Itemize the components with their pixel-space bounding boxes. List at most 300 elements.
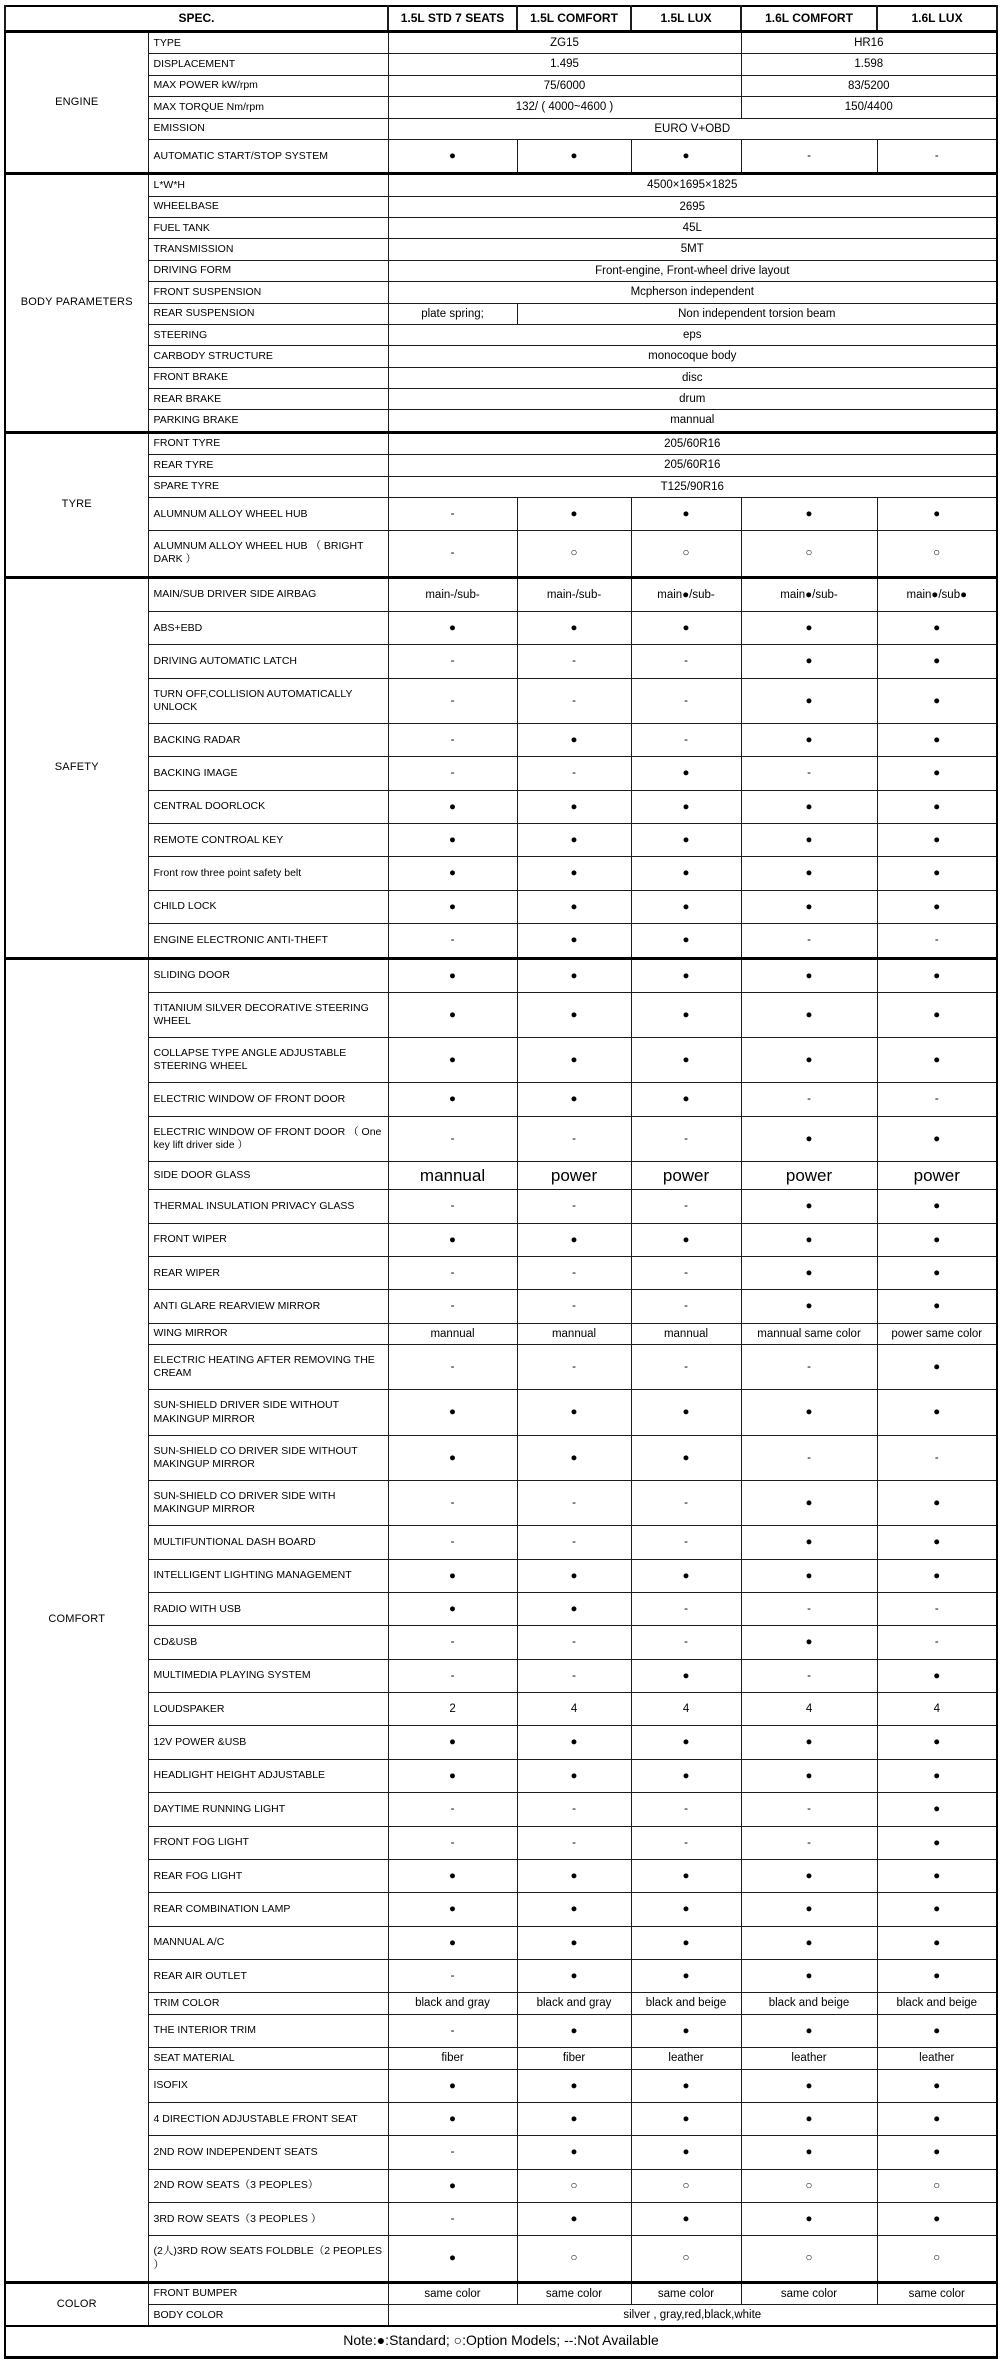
row-label: ANTI GLARE REARVIEW MIRROR	[148, 1290, 388, 1323]
spec-row	[5, 2305, 997, 2327]
row-label: WHEELBASE	[148, 196, 388, 217]
value-cell: ●	[877, 1659, 997, 1692]
spec-row	[5, 75, 997, 96]
spec-row	[5, 958, 997, 992]
value-cell: ●	[741, 2136, 877, 2169]
row-label: 2ND ROW SEATS（3 PEOPLES）	[148, 2169, 388, 2202]
value-cell: ●	[388, 2102, 517, 2135]
row-label: THE INTERIOR TRIM	[148, 2014, 388, 2047]
spec-row	[5, 139, 997, 173]
spec-row	[5, 1592, 997, 1625]
value-cell: -	[517, 757, 631, 790]
spec-row	[5, 1038, 997, 1083]
value-cell: ○	[741, 2236, 877, 2282]
value-cell: -	[631, 1826, 741, 1859]
value-cell: monocoque body	[388, 346, 997, 367]
value-cell: -	[741, 757, 877, 790]
value-cell: ●	[631, 139, 741, 173]
value-cell: T125/90R16	[388, 476, 997, 497]
spec-row	[5, 32, 997, 54]
value-cell: ●	[877, 1190, 997, 1223]
row-label: RADIO WITH USB	[148, 1592, 388, 1625]
spec-row	[5, 346, 997, 367]
value-cell: ●	[631, 1659, 741, 1692]
spec-row	[5, 410, 997, 432]
spec-row	[5, 1793, 997, 1826]
value-cell: ●	[631, 2136, 741, 2169]
value-cell: ●	[631, 924, 741, 958]
value-cell: -	[741, 924, 877, 958]
value-cell: main-/sub-	[517, 577, 631, 611]
spec-row	[5, 239, 997, 260]
value-cell: ●	[877, 723, 997, 756]
row-label: TITANIUM SILVER DECORATIVE STEERING WHEEL	[148, 992, 388, 1037]
section-label: TYRE	[5, 432, 148, 577]
value-cell: -	[388, 1290, 517, 1323]
value-cell: ●	[388, 1223, 517, 1256]
section-label: COLOR	[5, 2282, 148, 2326]
value-cell: silver , gray,red,black,white	[388, 2305, 997, 2327]
value-cell: -	[388, 1659, 517, 1692]
value-cell: same color	[741, 2282, 877, 2304]
row-label: FRONT BUMPER	[148, 2282, 388, 2304]
value-cell: ●	[517, 1592, 631, 1625]
value-cell: ●	[741, 678, 877, 723]
spec-row	[5, 1480, 997, 1525]
value-cell: leather	[631, 2048, 741, 2069]
value-cell: ●	[877, 611, 997, 644]
spec-row	[5, 2014, 997, 2047]
row-label: 12V POWER &USB	[148, 1726, 388, 1759]
value-cell: drum	[388, 389, 997, 410]
value-cell: black and gray	[388, 1993, 517, 2014]
value-cell: ●	[877, 1559, 997, 1592]
section-label: BODY PARAMETERS	[5, 174, 148, 433]
spec-row	[5, 857, 997, 890]
value-cell: ●	[877, 1926, 997, 1959]
value-cell: ZG15	[388, 32, 741, 54]
value-cell: black and beige	[741, 1993, 877, 2014]
value-cell: ●	[517, 824, 631, 857]
value-cell: ●	[388, 958, 517, 992]
value-cell: -	[388, 645, 517, 678]
spec-row	[5, 531, 997, 577]
model-header-2: 1.5L COMFORT	[517, 6, 631, 32]
value-cell: -	[517, 1257, 631, 1290]
value-cell: -	[631, 723, 741, 756]
value-cell: ●	[877, 1759, 997, 1792]
row-label: ISOFIX	[148, 2069, 388, 2102]
value-cell: ●	[877, 1480, 997, 1525]
value-cell: power	[877, 1162, 997, 1190]
value-cell: ●	[388, 857, 517, 890]
value-cell: same color	[631, 2282, 741, 2304]
value-cell: ●	[517, 1926, 631, 1959]
value-cell: ●	[741, 1290, 877, 1323]
value-cell: ●	[877, 890, 997, 923]
spec-row	[5, 2102, 997, 2135]
value-cell: ●	[388, 890, 517, 923]
value-cell: ●	[741, 497, 877, 530]
spec-row	[5, 2282, 997, 2304]
value-cell: 150/4400	[741, 97, 997, 118]
value-cell: ●	[741, 1526, 877, 1559]
row-label: ELECTRIC HEATING AFTER REMOVING THE CREAM	[148, 1345, 388, 1390]
value-cell: -	[517, 678, 631, 723]
spec-row	[5, 174, 997, 196]
value-cell: -	[741, 1083, 877, 1116]
value-cell: ●	[741, 1257, 877, 1290]
value-cell: mannual	[517, 1323, 631, 1344]
value-cell: ●	[517, 790, 631, 823]
value-cell: 83/5200	[741, 75, 997, 96]
row-label: ENGINE ELECTRONIC ANTI-THEFT	[148, 924, 388, 958]
spec-row	[5, 992, 997, 1037]
value-cell: main●/sub-	[741, 577, 877, 611]
value-cell: ●	[741, 992, 877, 1037]
value-cell: ●	[388, 1038, 517, 1083]
row-label: SPARE TYRE	[148, 476, 388, 497]
row-label: TURN OFF,COLLISION AUTOMATICALLY UNLOCK	[148, 678, 388, 723]
row-label: FRONT WIPER	[148, 1223, 388, 1256]
value-cell: ●	[877, 1257, 997, 1290]
value-cell: 205/60R16	[388, 432, 997, 454]
spec-row	[5, 1960, 997, 1993]
row-label: MULTIFUNTIONAL DASH BOARD	[148, 1526, 388, 1559]
value-cell: -	[388, 497, 517, 530]
row-label: INTELLIGENT LIGHTING MANAGEMENT	[148, 1559, 388, 1592]
row-label: BODY COLOR	[148, 2305, 388, 2327]
value-cell: mannual	[631, 1323, 741, 1344]
row-label: FRONT SUSPENSION	[148, 282, 388, 303]
value-cell: ●	[631, 824, 741, 857]
value-cell: -	[741, 1435, 877, 1480]
row-label: 3RD ROW SEATS（3 PEOPLES ）	[148, 2203, 388, 2236]
value-cell: ●	[877, 790, 997, 823]
row-label: EMISSION	[148, 118, 388, 139]
value-cell: 4	[517, 1693, 631, 1726]
value-cell: ●	[877, 497, 997, 530]
value-cell: power	[631, 1162, 741, 1190]
spec-row	[5, 645, 997, 678]
spec-row	[5, 2136, 997, 2169]
value-cell: ●	[517, 2069, 631, 2102]
value-cell: 2	[388, 1693, 517, 1726]
value-cell: 1.598	[741, 54, 997, 75]
spec-row	[5, 1116, 997, 1161]
value-cell: ●	[877, 1893, 997, 1926]
row-label: WING MIRROR	[148, 1323, 388, 1344]
value-cell: ●	[631, 1559, 741, 1592]
value-cell: Non independent torsion beam	[517, 303, 997, 324]
value-cell: ●	[631, 1726, 741, 1759]
value-cell: ●	[631, 1435, 741, 1480]
value-cell: black and beige	[631, 1993, 741, 2014]
spec-row	[5, 1290, 997, 1323]
value-cell: ●	[631, 857, 741, 890]
spec-header-label: SPEC.	[5, 6, 388, 32]
value-cell: -	[741, 139, 877, 173]
value-cell: -	[388, 1257, 517, 1290]
value-cell: -	[388, 757, 517, 790]
spec-row	[5, 1659, 997, 1692]
spec-row	[5, 367, 997, 388]
row-label: SIDE DOOR GLASS	[148, 1162, 388, 1190]
value-cell: ●	[741, 2102, 877, 2135]
value-cell: 4	[877, 1693, 997, 1726]
spec-row	[5, 890, 997, 923]
model-header-4: 1.6L COMFORT	[741, 6, 877, 32]
value-cell: power	[741, 1162, 877, 1190]
value-cell: ●	[631, 497, 741, 530]
value-cell: ●	[741, 1926, 877, 1959]
value-cell: -	[631, 1290, 741, 1323]
value-cell: -	[517, 1116, 631, 1161]
row-label: MAIN/SUB DRIVER SIDE AIRBAG	[148, 577, 388, 611]
value-cell: ●	[517, 1223, 631, 1256]
value-cell: ●	[517, 1559, 631, 1592]
row-label: ALUMNUM ALLOY WHEEL HUB	[148, 497, 388, 530]
value-cell: ●	[517, 497, 631, 530]
value-cell: ●	[877, 2014, 997, 2047]
spec-row	[5, 97, 997, 118]
value-cell: ●	[741, 1626, 877, 1659]
spec-row	[5, 1626, 997, 1659]
value-cell: mannual	[388, 410, 997, 432]
value-cell: 1.495	[388, 54, 741, 75]
row-label: SEAT MATERIAL	[148, 2048, 388, 2069]
value-cell: ●	[388, 1893, 517, 1926]
spec-row	[5, 723, 997, 756]
value-cell: ●	[631, 1390, 741, 1435]
row-label: DRIVING FORM	[148, 260, 388, 281]
spec-row	[5, 2169, 997, 2202]
row-label: REMOTE CONTROAL KEY	[148, 824, 388, 857]
row-label: SUN-SHIELD CO DRIVER SIDE WITH MAKINGUP MIRROR	[148, 1480, 388, 1525]
spec-row	[5, 196, 997, 217]
row-label: LOUDSPAKER	[148, 1693, 388, 1726]
value-cell: ●	[741, 1859, 877, 1892]
value-cell: ●	[741, 1960, 877, 1993]
value-cell: main●/sub-	[631, 577, 741, 611]
value-cell: -	[388, 678, 517, 723]
value-cell: -	[517, 1659, 631, 1692]
value-cell: ●	[517, 2102, 631, 2135]
value-cell: ●	[631, 2203, 741, 2236]
value-cell: ●	[741, 723, 877, 756]
value-cell: -	[517, 645, 631, 678]
value-cell: -	[388, 2014, 517, 2047]
spec-row	[5, 1893, 997, 1926]
value-cell: ○	[741, 2169, 877, 2202]
value-cell: -	[631, 678, 741, 723]
value-cell: 75/6000	[388, 75, 741, 96]
value-cell: ●	[517, 1726, 631, 1759]
spec-row	[5, 1759, 997, 1792]
header-row	[5, 6, 997, 32]
spec-row	[5, 1693, 997, 1726]
value-cell: ○	[877, 2236, 997, 2282]
value-cell: -	[517, 1345, 631, 1390]
spec-row	[5, 924, 997, 958]
spec-row	[5, 1526, 997, 1559]
value-cell: mannual	[388, 1323, 517, 1344]
value-cell: ●	[517, 992, 631, 1037]
value-cell: ●	[631, 1223, 741, 1256]
row-label: MAX TORQUE Nm/rpm	[148, 97, 388, 118]
value-cell: ●	[877, 1793, 997, 1826]
value-cell: ●	[877, 1960, 997, 1993]
value-cell: ○	[631, 2169, 741, 2202]
value-cell: ○	[517, 531, 631, 577]
spec-row	[5, 1926, 997, 1959]
row-label: Front row three point safety belt	[148, 857, 388, 890]
row-label: ELECTRIC WINDOW OF FRONT DOOR （ One key lift driver side ）	[148, 1116, 388, 1161]
value-cell: ●	[631, 890, 741, 923]
value-cell: ●	[877, 2102, 997, 2135]
value-cell: ●	[877, 2069, 997, 2102]
spec-row	[5, 1826, 997, 1859]
section-label: SAFETY	[5, 577, 148, 958]
value-cell: 2695	[388, 196, 997, 217]
value-cell: -	[877, 139, 997, 173]
value-cell: ●	[741, 1726, 877, 1759]
value-cell: -	[741, 1826, 877, 1859]
value-cell: ●	[741, 857, 877, 890]
row-label: REAR TYRE	[148, 455, 388, 476]
spec-row	[5, 1083, 997, 1116]
value-cell: ●	[741, 824, 877, 857]
row-label: 4 DIRECTION ADJUSTABLE FRONT SEAT	[148, 2102, 388, 2135]
value-cell: ●	[741, 1223, 877, 1256]
value-cell: ●	[877, 1223, 997, 1256]
value-cell: ●	[388, 2069, 517, 2102]
spec-row	[5, 324, 997, 345]
section-label: ENGINE	[5, 32, 148, 174]
row-label: MAX POWER kW/rpm	[148, 75, 388, 96]
value-cell: -	[388, 1526, 517, 1559]
value-cell: ●	[631, 1893, 741, 1926]
value-cell: -	[877, 1083, 997, 1116]
value-cell: leather	[877, 2048, 997, 2069]
model-header-1: 1.5L STD 7 SEATS	[388, 6, 517, 32]
value-cell: black and gray	[517, 1993, 631, 2014]
value-cell: ●	[741, 1390, 877, 1435]
row-label: REAR SUSPENSION	[148, 303, 388, 324]
value-cell: ●	[517, 1859, 631, 1892]
value-cell: ●	[877, 824, 997, 857]
value-cell: ●	[631, 757, 741, 790]
row-label: AUTOMATIC START/STOP SYSTEM	[148, 139, 388, 173]
spec-row	[5, 1323, 997, 1344]
row-label: STEERING	[148, 324, 388, 345]
row-label: REAR FOG LIGHT	[148, 1859, 388, 1892]
spec-row	[5, 389, 997, 410]
value-cell: -	[631, 1626, 741, 1659]
row-label: FUEL TANK	[148, 218, 388, 239]
value-cell: -	[877, 1435, 997, 1480]
value-cell: ●	[741, 1480, 877, 1525]
value-cell: ●	[741, 2014, 877, 2047]
value-cell: ●	[388, 2169, 517, 2202]
spec-table	[4, 5, 998, 2359]
value-cell: -	[388, 1960, 517, 1993]
value-cell: 4500×1695×1825	[388, 174, 997, 196]
value-cell: -	[388, 1793, 517, 1826]
value-cell: -	[517, 1626, 631, 1659]
value-cell: ●	[741, 890, 877, 923]
value-cell: plate spring;	[388, 303, 517, 324]
value-cell: -	[631, 1116, 741, 1161]
value-cell: ●	[517, 723, 631, 756]
value-cell: 132/ ( 4000~4600 )	[388, 97, 741, 118]
value-cell: ●	[741, 790, 877, 823]
value-cell: -	[631, 645, 741, 678]
value-cell: fiber	[517, 2048, 631, 2069]
value-cell: ●	[877, 1290, 997, 1323]
row-label: DAYTIME RUNNING LIGHT	[148, 1793, 388, 1826]
row-label: DRIVING AUTOMATIC LATCH	[148, 645, 388, 678]
value-cell: ●	[631, 992, 741, 1037]
row-label: FRONT TYRE	[148, 432, 388, 454]
value-cell: ●	[388, 139, 517, 173]
spec-row	[5, 611, 997, 644]
spec-row	[5, 1559, 997, 1592]
spec-row	[5, 497, 997, 530]
value-cell: same color	[877, 2282, 997, 2304]
row-label: L*W*H	[148, 174, 388, 196]
value-cell: 45L	[388, 218, 997, 239]
value-cell: ●	[388, 1926, 517, 1959]
value-cell: -	[631, 1345, 741, 1390]
value-cell: same color	[517, 2282, 631, 2304]
value-cell: ●	[631, 2102, 741, 2135]
spec-row	[5, 218, 997, 239]
spec-row	[5, 2069, 997, 2102]
value-cell: 5MT	[388, 239, 997, 260]
spec-row	[5, 303, 997, 324]
value-cell: ●	[388, 1726, 517, 1759]
value-cell: -	[388, 1480, 517, 1525]
row-label: HEADLIGHT HEIGHT ADJUSTABLE	[148, 1759, 388, 1792]
row-label: REAR COMBINATION LAMP	[148, 1893, 388, 1926]
value-cell: ●	[517, 890, 631, 923]
row-label: CHILD LOCK	[148, 890, 388, 923]
spec-row	[5, 757, 997, 790]
spec-row	[5, 824, 997, 857]
value-cell: ●	[631, 1083, 741, 1116]
value-cell: -	[388, 924, 517, 958]
spec-row	[5, 54, 997, 75]
value-cell: ●	[741, 1038, 877, 1083]
value-cell: ●	[877, 1390, 997, 1435]
spec-row	[5, 1190, 997, 1223]
value-cell: ●	[631, 790, 741, 823]
value-cell: ●	[877, 2203, 997, 2236]
row-label: FRONT BRAKE	[148, 367, 388, 388]
value-cell: disc	[388, 367, 997, 388]
value-cell: ○	[517, 2169, 631, 2202]
value-cell: EURO V+OBD	[388, 118, 997, 139]
spec-row	[5, 790, 997, 823]
value-cell: ○	[877, 2169, 997, 2202]
value-cell: -	[517, 1793, 631, 1826]
value-cell: -	[517, 1526, 631, 1559]
spec-row	[5, 1162, 997, 1190]
value-cell: same color	[388, 2282, 517, 2304]
value-cell: ●	[517, 1083, 631, 1116]
value-cell: ●	[517, 139, 631, 173]
